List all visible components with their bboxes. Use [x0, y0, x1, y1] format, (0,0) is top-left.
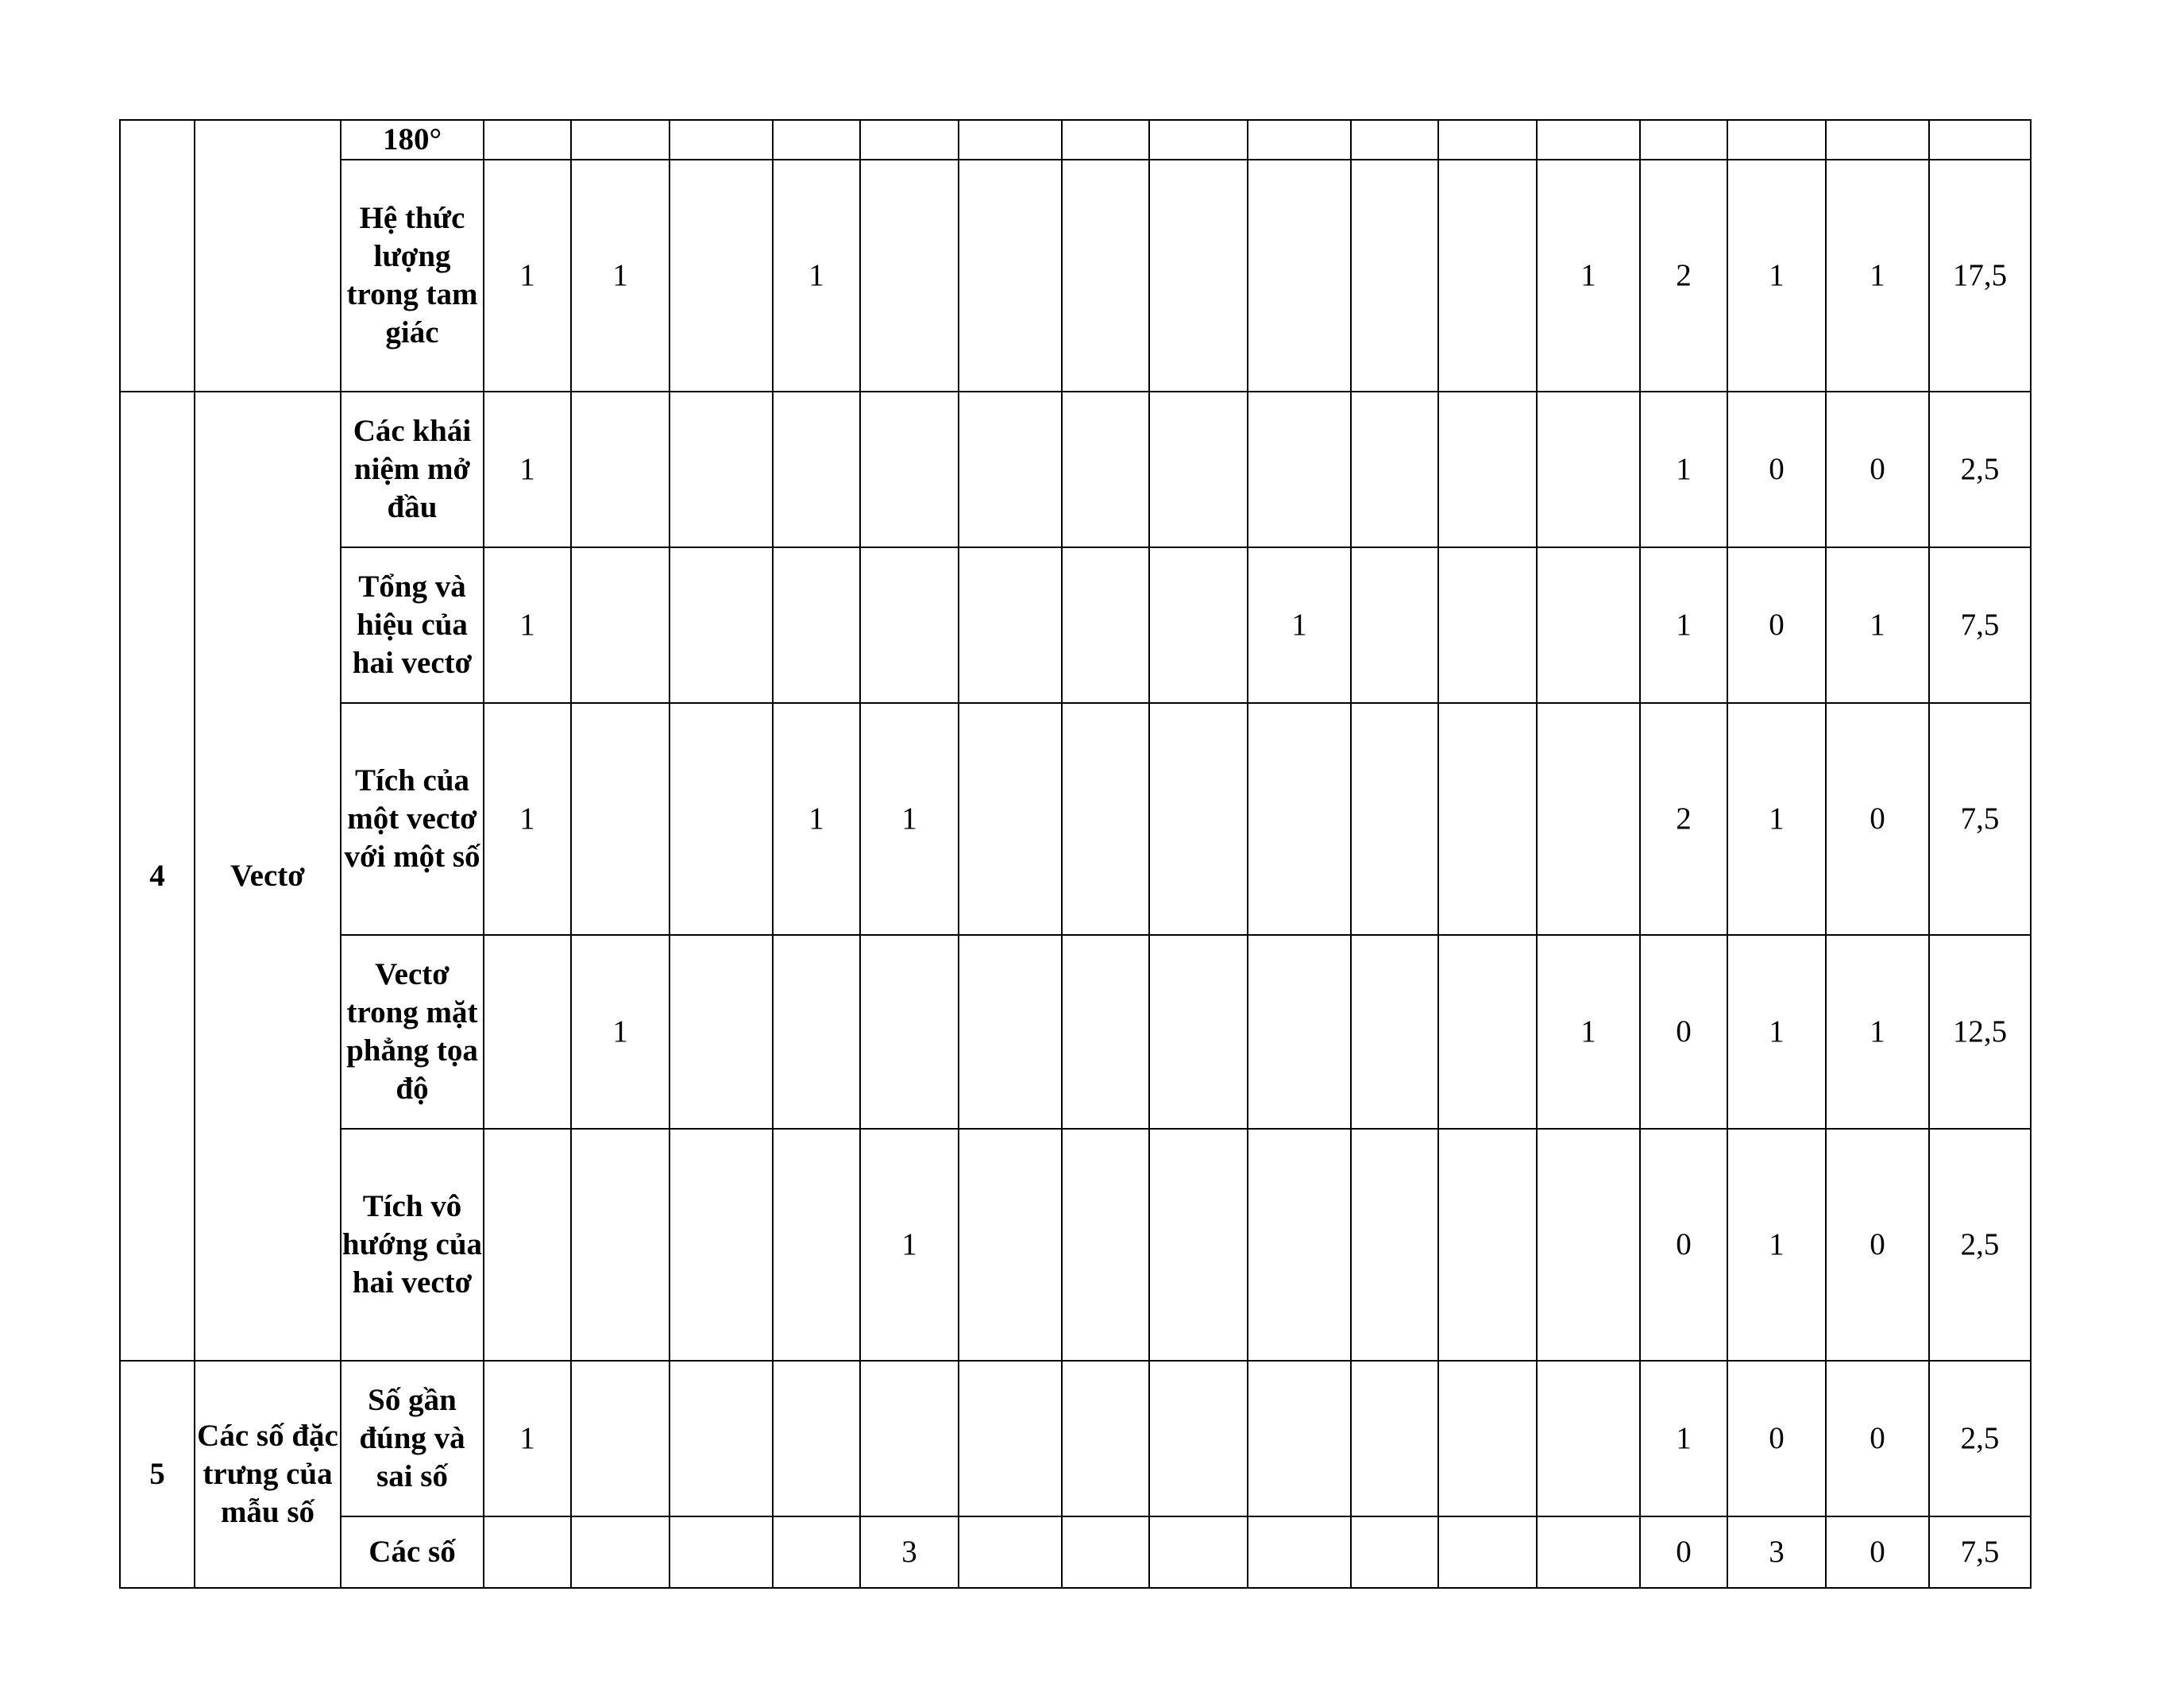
value-cell [959, 547, 1062, 703]
value-cell [571, 547, 669, 703]
value-cell [1929, 120, 2031, 160]
value-cell [1351, 1361, 1438, 1516]
value-cell: 1 [1727, 703, 1826, 935]
value-cell [1149, 120, 1248, 160]
value-cell: 1 [484, 703, 571, 935]
value-cell: 7,5 [1929, 547, 2031, 703]
value-cell [773, 392, 860, 547]
chapter-number-cell: 5 [120, 1361, 195, 1588]
topic-cell: Các số [341, 1516, 484, 1588]
value-cell: 1 [860, 703, 959, 935]
value-cell: 2,5 [1929, 392, 2031, 547]
value-cell [1149, 1361, 1248, 1516]
topic-cell: Hệ thức lượng trong tam giác [341, 160, 484, 392]
value-cell: 1 [1248, 547, 1351, 703]
value-cell [1351, 547, 1438, 703]
value-cell [571, 1516, 669, 1588]
value-cell [1248, 935, 1351, 1129]
value-cell [669, 1361, 773, 1516]
value-cell [669, 1129, 773, 1361]
topic-cell: Số gần đúng và sai số [341, 1361, 484, 1516]
topic-cell: 180° [341, 120, 484, 160]
value-cell: 1 [773, 703, 860, 935]
value-cell: 1 [1727, 160, 1826, 392]
value-cell: 17,5 [1929, 160, 2031, 392]
value-cell [1248, 392, 1351, 547]
value-cell [1351, 935, 1438, 1129]
topic-cell: Các khái niệm mở đầu [341, 392, 484, 547]
value-cell: 1 [1727, 1129, 1826, 1361]
table-row [120, 160, 2031, 392]
value-cell: 2 [1640, 160, 1727, 392]
table-row [120, 1129, 2031, 1361]
value-cell: 1 [1640, 547, 1727, 703]
value-cell: 12,5 [1929, 935, 2031, 1129]
value-cell [860, 392, 959, 547]
value-cell [1537, 703, 1640, 935]
value-cell [669, 935, 773, 1129]
value-cell [860, 547, 959, 703]
value-cell [1149, 1516, 1248, 1588]
value-cell: 1 [860, 1129, 959, 1361]
value-cell [1248, 160, 1351, 392]
value-cell: 2,5 [1929, 1129, 2031, 1361]
value-cell [1351, 703, 1438, 935]
value-cell [860, 935, 959, 1129]
value-cell [773, 935, 860, 1129]
value-cell [1248, 703, 1351, 935]
value-cell [1351, 120, 1438, 160]
value-cell [1062, 703, 1149, 935]
value-cell [773, 1361, 860, 1516]
value-cell [1438, 703, 1537, 935]
value-cell [1438, 120, 1537, 160]
value-cell [1537, 547, 1640, 703]
value-cell [669, 392, 773, 547]
value-cell [571, 392, 669, 547]
value-cell [959, 1129, 1062, 1361]
topic-cell: Tích của một vectơ với một số [341, 703, 484, 935]
table-row [120, 392, 2031, 547]
value-cell [571, 703, 669, 935]
value-cell [773, 547, 860, 703]
value-cell [1640, 120, 1727, 160]
value-cell: 1 [1727, 935, 1826, 1129]
value-cell [1149, 547, 1248, 703]
value-cell [1149, 935, 1248, 1129]
value-cell [1438, 1129, 1537, 1361]
value-cell [484, 120, 571, 160]
value-cell: 0 [1826, 1361, 1929, 1516]
value-cell [1351, 1516, 1438, 1588]
value-cell [669, 120, 773, 160]
value-cell [571, 1129, 669, 1361]
table-row [120, 935, 2031, 1129]
value-cell [1062, 392, 1149, 547]
value-cell [484, 1129, 571, 1361]
chapter-number-cell [120, 120, 195, 392]
value-cell [669, 547, 773, 703]
value-cell: 0 [1826, 1516, 1929, 1588]
value-cell: 0 [1640, 1516, 1727, 1588]
value-cell [1826, 120, 1929, 160]
value-cell [1537, 1129, 1640, 1361]
value-cell [1248, 1361, 1351, 1516]
value-cell: 0 [1826, 1129, 1929, 1361]
value-cell [1438, 392, 1537, 547]
value-cell: 7,5 [1929, 703, 2031, 935]
value-cell [1062, 547, 1149, 703]
value-cell [571, 1361, 669, 1516]
value-cell: 0 [1727, 547, 1826, 703]
value-cell [773, 120, 860, 160]
table-row [120, 547, 2031, 703]
value-cell [1438, 1516, 1537, 1588]
topic-cell: Vectơ trong mặt phẳng tọa độ [341, 935, 484, 1129]
value-cell [1062, 1516, 1149, 1588]
value-cell [1149, 1129, 1248, 1361]
value-cell [1438, 1361, 1537, 1516]
value-cell [571, 120, 669, 160]
value-cell: 1 [1826, 160, 1929, 392]
value-cell [1062, 1361, 1149, 1516]
value-cell: 1 [484, 392, 571, 547]
value-cell [1062, 1129, 1149, 1361]
value-cell: 1 [1640, 392, 1727, 547]
value-cell: 7,5 [1929, 1516, 2031, 1588]
value-cell [1062, 935, 1149, 1129]
value-cell: 1 [484, 1361, 571, 1516]
value-cell [1438, 547, 1537, 703]
chapter-name-cell [195, 120, 341, 392]
value-cell [860, 1361, 959, 1516]
value-cell [1537, 392, 1640, 547]
value-cell [1438, 160, 1537, 392]
value-cell [669, 703, 773, 935]
value-cell [1351, 1129, 1438, 1361]
value-cell [959, 1361, 1062, 1516]
value-cell [1438, 935, 1537, 1129]
value-cell: 1 [484, 547, 571, 703]
value-cell [1062, 120, 1149, 160]
value-cell: 3 [1727, 1516, 1826, 1588]
value-cell: 1 [571, 160, 669, 392]
value-cell [860, 120, 959, 160]
value-cell: 0 [1640, 935, 1727, 1129]
value-cell [1062, 160, 1149, 392]
chapter-name-cell: Các số đặc trưng của mẫu số [195, 1361, 341, 1588]
assessment-matrix-table [119, 119, 2032, 1589]
table-row [120, 703, 2031, 935]
chapter-number-cell: 4 [120, 392, 195, 1361]
value-cell [959, 935, 1062, 1129]
value-cell [1537, 1516, 1640, 1588]
value-cell: 3 [860, 1516, 959, 1588]
value-cell [484, 1516, 571, 1588]
value-cell [1149, 392, 1248, 547]
value-cell [959, 120, 1062, 160]
value-cell: 2,5 [1929, 1361, 2031, 1516]
value-cell: 1 [1537, 935, 1640, 1129]
value-cell [1351, 160, 1438, 392]
topic-cell: Tổng và hiệu của hai vectơ [341, 547, 484, 703]
topic-cell: Tích vô hướng của hai vectơ [341, 1129, 484, 1361]
value-cell [1537, 120, 1640, 160]
table-row [120, 1361, 2031, 1516]
value-cell [773, 1129, 860, 1361]
value-cell: 1 [773, 160, 860, 392]
value-cell: 0 [1826, 703, 1929, 935]
value-cell [773, 1516, 860, 1588]
value-cell [1727, 120, 1826, 160]
value-cell [959, 1516, 1062, 1588]
value-cell: 2 [1640, 703, 1727, 935]
matrix-body [120, 120, 2031, 1588]
value-cell: 1 [1826, 547, 1929, 703]
value-cell [669, 1516, 773, 1588]
value-cell [484, 935, 571, 1129]
value-cell [1248, 1516, 1351, 1588]
value-cell [959, 703, 1062, 935]
value-cell [1351, 392, 1438, 547]
table-row [120, 120, 2031, 160]
value-cell [959, 160, 1062, 392]
value-cell: 0 [1727, 392, 1826, 547]
chapter-name-cell: Vectơ [195, 392, 341, 1361]
value-cell [1248, 120, 1351, 160]
value-cell: 1 [1826, 935, 1929, 1129]
value-cell: 1 [571, 935, 669, 1129]
value-cell [669, 160, 773, 392]
value-cell [860, 160, 959, 392]
value-cell: 0 [1640, 1129, 1727, 1361]
value-cell [1537, 1361, 1640, 1516]
value-cell [1248, 1129, 1351, 1361]
value-cell: 1 [484, 160, 571, 392]
value-cell: 0 [1826, 392, 1929, 547]
value-cell: 0 [1727, 1361, 1826, 1516]
value-cell [959, 392, 1062, 547]
value-cell [1149, 160, 1248, 392]
table-row [120, 1516, 2031, 1588]
value-cell [1149, 703, 1248, 935]
value-cell: 1 [1640, 1361, 1727, 1516]
value-cell: 1 [1537, 160, 1640, 392]
